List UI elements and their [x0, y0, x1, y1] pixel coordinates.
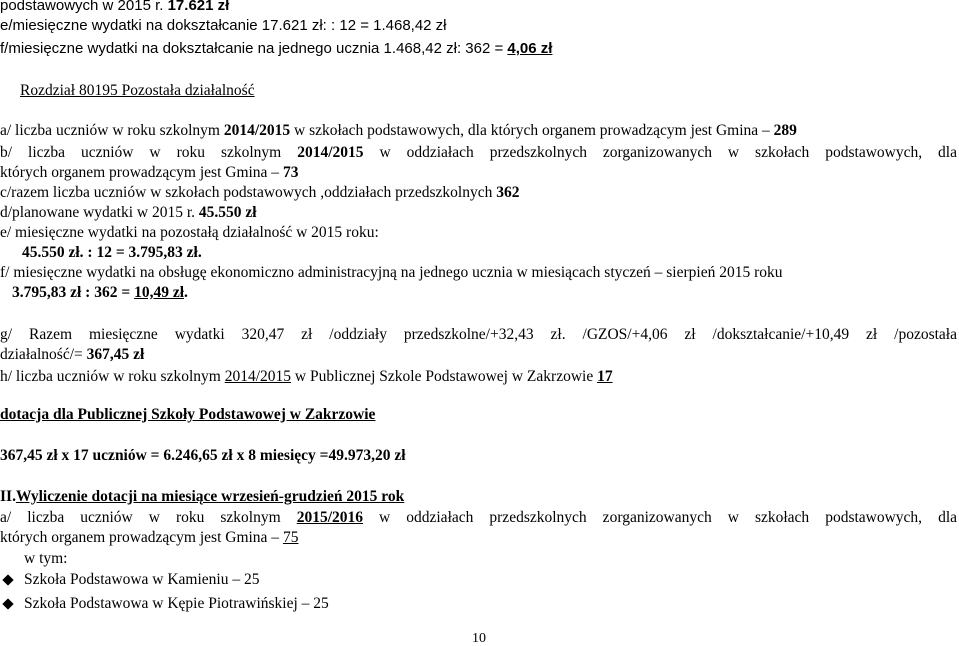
section-II-a-year: 2015/2016 [296, 509, 364, 526]
item-b-text: b/ liczba uczniów w roku szkolnym [0, 144, 298, 161]
top-line-1-amount: 17.621 zł [167, 0, 230, 14]
page-number: 10 [472, 631, 486, 646]
item-a-count: 289 [773, 122, 797, 139]
item-g-line2 [0, 345, 144, 364]
section-heading-80195: Rozdział 80195 Pozostała działalność [20, 82, 255, 99]
item-g-line1: g/ Razem miesięczne wydatki 320,47 zł /oddziały przedszkolne/+32,43 zł. /GZOS/+4,06 zł /dokształcanie/+10,49 zł /pozostała [0, 326, 957, 343]
top-line-1-text: podstawowych w 2015 r. [0, 0, 168, 14]
item-d-amount: 45.550 zł [198, 204, 257, 221]
top-line-3-result: 4,06 zł [507, 40, 553, 57]
item-f-dot: . [184, 284, 188, 301]
item-h [0, 367, 613, 386]
item-b-count: 73 [282, 164, 299, 181]
section-II-heading [0, 487, 404, 506]
section-II-a-line1 [0, 508, 957, 527]
item-g-total: 367,45 zł [86, 346, 145, 363]
item-f-result: 10,49 zł [134, 284, 184, 301]
top-line-2: e/miesięczne wydatki na dokształcanie 17.621 zł: : 12 = 1.468,42 zł [0, 17, 447, 34]
item-h-text2: w Publicznej Szkole Podstawowej w Zakrzowie [291, 368, 598, 385]
item-h-text: h/ liczba uczniów w roku szkolnym [0, 368, 225, 385]
section-II-a-line2 [0, 528, 298, 547]
item-b-line2 [0, 163, 298, 182]
dotacja-heading: dotacja dla Publicznej Szkoły Podstawowej w Zakrzowie [0, 406, 376, 423]
list-item: Szkoła Podstawowa w Kamieniu – 25 [24, 571, 260, 588]
item-f: f/ miesięczne wydatki na obsługę ekonomiczno administracyjną na jednego ucznia w miesiącach styczeń – sierpień 2015 roku [0, 264, 783, 281]
section-II-a-text: a/ liczba uczniów w roku szkolnym [0, 509, 297, 526]
item-d [0, 203, 257, 222]
dotacja-calculation: 367,45 zł x 17 uczniów = 6.246,65 zł x 8 miesięcy =49.973,20 zł [0, 447, 406, 464]
item-d-text: d/planowane wydatki w 2015 r. [0, 204, 199, 221]
top-line-3-text: f/miesięczne wydatki na dokształcanie na jednego ucznia 1.468,42 zł: 362 = [0, 40, 508, 57]
item-c [0, 183, 520, 202]
item-a-text: a/ liczba uczniów w roku szkolnym [0, 122, 224, 139]
list-item: Szkoła Podstawowa w Kępie Piotrawińskiej – 25 [24, 595, 329, 612]
item-h-count: 17 [597, 368, 613, 385]
item-e-calc: 45.550 zł. : 12 = 3.795,83 zł. [22, 244, 202, 261]
item-b-text3: których organem prowadzącym jest Gmina – [0, 164, 283, 181]
item-a-year: 2014/2015 [223, 122, 291, 139]
section-II-a-text3: których organem prowadzącym jest Gmina – [0, 529, 283, 546]
item-f-calc-text: 3.795,83 zł : 362 = [12, 284, 135, 301]
item-b-text2: w oddziałach przedszkolnych zorganizowanych w szkołach podstawowych, dla [363, 144, 957, 161]
section-II-a-count: 75 [282, 529, 299, 546]
item-c-count: 362 [496, 184, 520, 201]
diamond-bullet-icon [2, 598, 13, 609]
section-II-number: II. [0, 488, 16, 505]
top-line-1 [0, 0, 229, 15]
top-line-3 [0, 39, 552, 58]
item-g-text2: działalność/= [0, 346, 87, 363]
item-a [0, 121, 797, 140]
item-e: e/ miesięczne wydatki na pozostałą działalność w 2015 roku: [0, 224, 379, 241]
section-II-a-text2: w oddziałach przedszkolnych zorganizowanych w szkołach podstawowych, dla [363, 509, 958, 526]
item-b-line1 [0, 143, 957, 162]
w-tym-label: w tym: [24, 550, 68, 567]
section-II-title: Wyliczenie dotacji na miesiące wrzesień-grudzień 2015 rok [15, 488, 405, 505]
diamond-bullet-icon [2, 574, 13, 585]
item-a-text2: w szkołach podstawowych, dla których organem prowadzącym jest Gmina – [290, 122, 774, 139]
item-b-year: 2014/2015 [297, 144, 364, 161]
item-c-text: c/razem liczba uczniów w szkołach podstawowych ,oddziałach przedszkolnych [0, 184, 497, 201]
item-f-calc [12, 283, 188, 302]
item-h-year: 2014/2015 [224, 368, 292, 385]
